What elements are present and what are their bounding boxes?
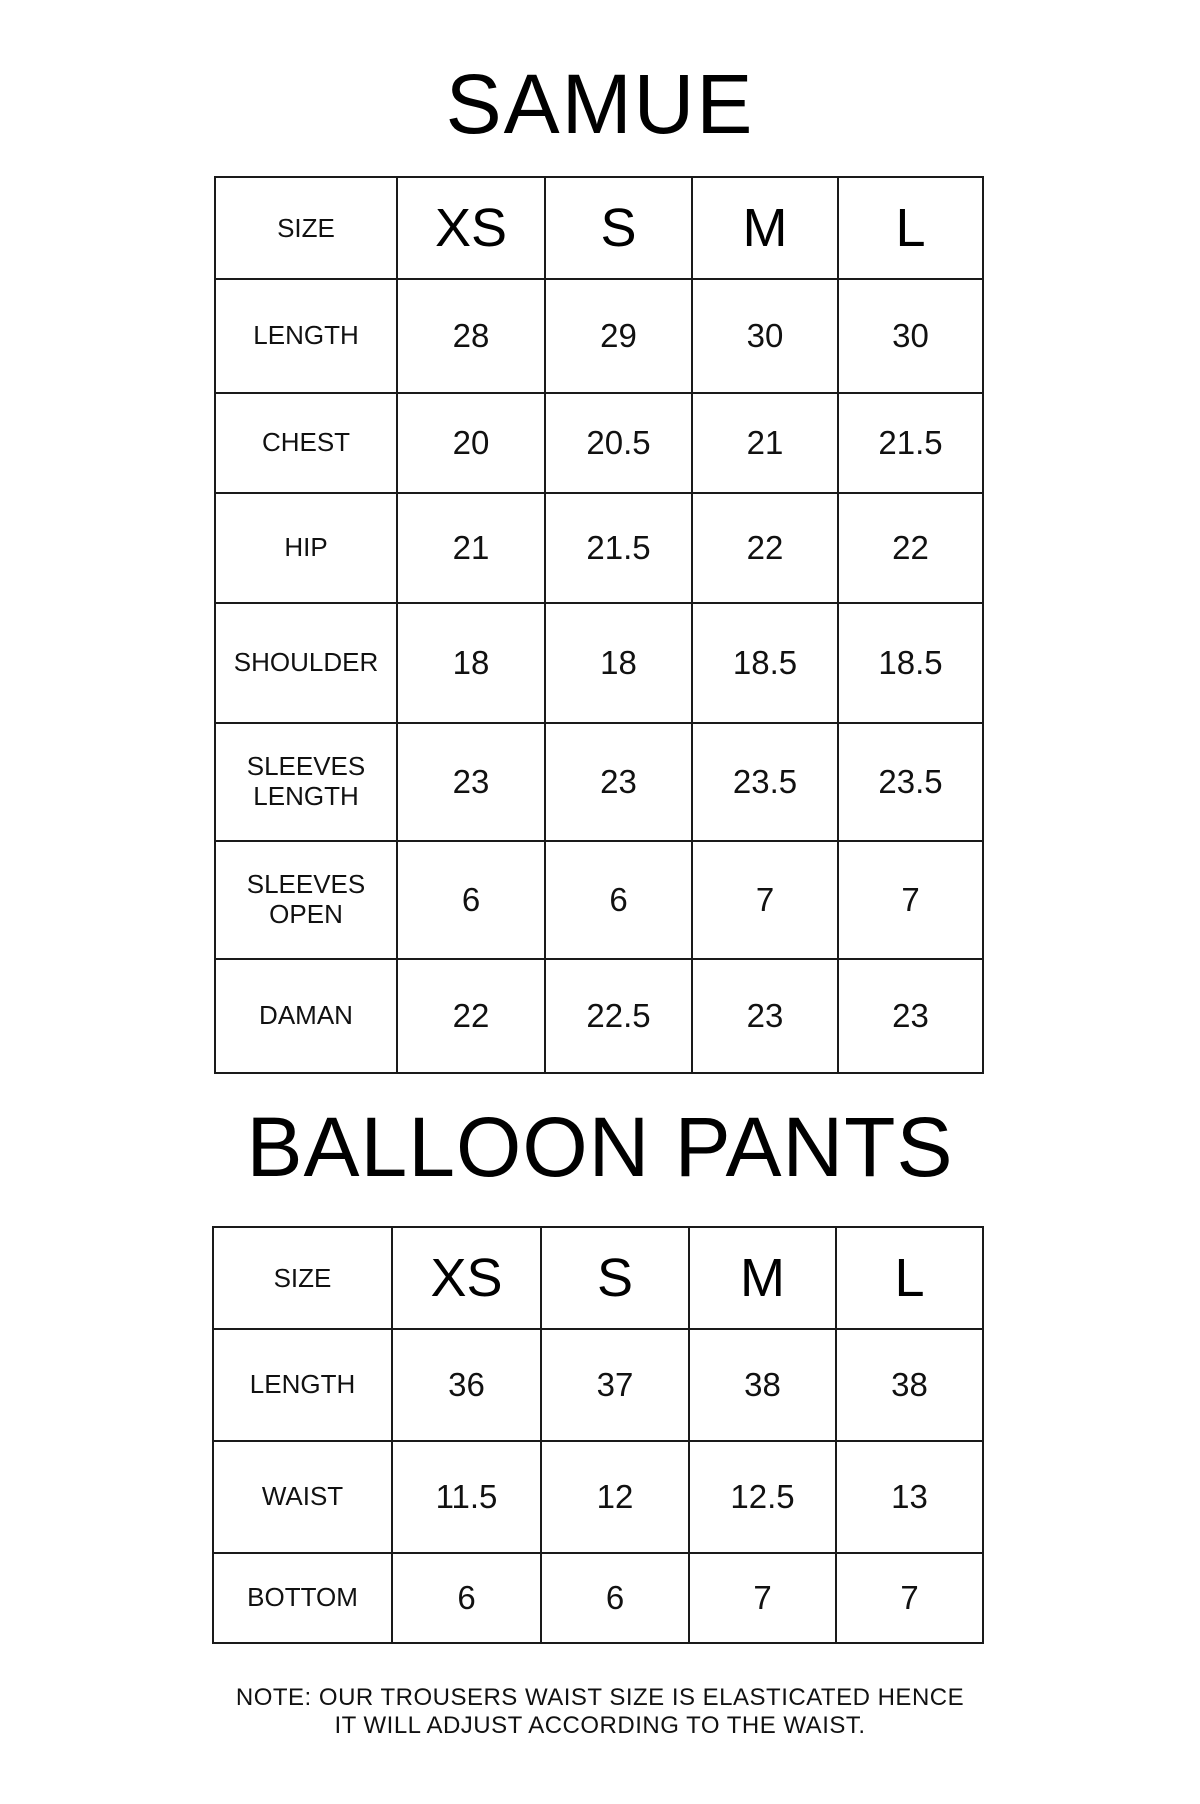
row-label-daman: DAMAN (215, 959, 397, 1073)
table-cell: 23 (692, 959, 838, 1073)
table-cell: 23 (397, 723, 545, 841)
table-cell: 21.5 (545, 493, 692, 603)
note-line-1: NOTE: OUR TROUSERS WAIST SIZE IS ELASTICATED HENCE (235, 1684, 965, 1711)
table-cell: 29 (545, 279, 692, 393)
row-label-shoulder: SHOULDER (215, 603, 397, 723)
table-cell: 6 (392, 1553, 541, 1643)
row-label-chest: CHEST (215, 393, 397, 493)
row-label-hip: HIP (215, 493, 397, 603)
size-header-cell: SIZE (213, 1227, 392, 1329)
table-cell: 21.5 (838, 393, 983, 493)
table-cell: 23.5 (838, 723, 983, 841)
table-row (215, 603, 983, 723)
size-xs-header: XS (397, 177, 545, 279)
size-m-header: M (692, 177, 838, 279)
balloon-pants-title: BALLOON PANTS (246, 1100, 954, 1194)
row-label-length: LENGTH (215, 279, 397, 393)
row-label-length: LENGTH (213, 1329, 392, 1441)
table-cell: 7 (689, 1553, 836, 1643)
size-s-header: S (541, 1227, 689, 1329)
table-cell: 18 (397, 603, 545, 723)
table-cell: 38 (836, 1329, 983, 1441)
size-xs-header: XS (392, 1227, 541, 1329)
size-l-header: L (836, 1227, 983, 1329)
row-label-sleeves-length: SLEEVES LENGTH (215, 723, 397, 841)
table-cell: 30 (692, 279, 838, 393)
table-row (215, 959, 983, 1073)
table-cell: 23 (838, 959, 983, 1073)
table-cell: 36 (392, 1329, 541, 1441)
table-cell: 6 (397, 841, 545, 959)
samue-title: SAMUE (445, 57, 755, 151)
balloon-pants-size-table (212, 1226, 984, 1644)
table-cell: 37 (541, 1329, 689, 1441)
table-cell: 18 (545, 603, 692, 723)
table-cell: 22 (838, 493, 983, 603)
row-label-sleeves-open: SLEEVES OPEN (215, 841, 397, 959)
table-cell: 30 (838, 279, 983, 393)
table-header-row (213, 1227, 983, 1329)
table-cell: 21 (397, 493, 545, 603)
table-cell: 18.5 (692, 603, 838, 723)
row-label-waist: WAIST (213, 1441, 392, 1553)
table-cell: 7 (836, 1553, 983, 1643)
table-row (215, 841, 983, 959)
table-row (215, 493, 983, 603)
table-cell: 22 (397, 959, 545, 1073)
table-cell: 7 (692, 841, 838, 959)
size-l-header: L (838, 177, 983, 279)
size-s-header: S (545, 177, 692, 279)
table-row (213, 1441, 983, 1553)
table-cell: 22 (692, 493, 838, 603)
table-header-row (215, 177, 983, 279)
row-label-bottom: BOTTOM (213, 1553, 392, 1643)
table-row (213, 1329, 983, 1441)
size-header-cell: SIZE (215, 177, 397, 279)
table-cell: 20.5 (545, 393, 692, 493)
table-row (215, 393, 983, 493)
table-cell: 23 (545, 723, 692, 841)
size-m-header: M (689, 1227, 836, 1329)
table-cell: 18.5 (838, 603, 983, 723)
table-cell: 12.5 (689, 1441, 836, 1553)
table-row (215, 279, 983, 393)
waist-note (0, 1684, 1200, 1741)
table-cell: 21 (692, 393, 838, 493)
table-cell: 6 (541, 1553, 689, 1643)
table-cell: 6 (545, 841, 692, 959)
table-cell: 38 (689, 1329, 836, 1441)
table-row (215, 723, 983, 841)
table-cell: 20 (397, 393, 545, 493)
note-line-2: IT WILL ADJUST ACCORDING TO THE WAIST. (334, 1712, 866, 1740)
table-cell: 12 (541, 1441, 689, 1553)
table-row (213, 1553, 983, 1643)
table-cell: 28 (397, 279, 545, 393)
table-cell: 22.5 (545, 959, 692, 1073)
table-cell: 13 (836, 1441, 983, 1553)
table-cell: 23.5 (692, 723, 838, 841)
samue-size-table (214, 176, 984, 1074)
table-cell: 11.5 (392, 1441, 541, 1553)
table-cell: 7 (838, 841, 983, 959)
